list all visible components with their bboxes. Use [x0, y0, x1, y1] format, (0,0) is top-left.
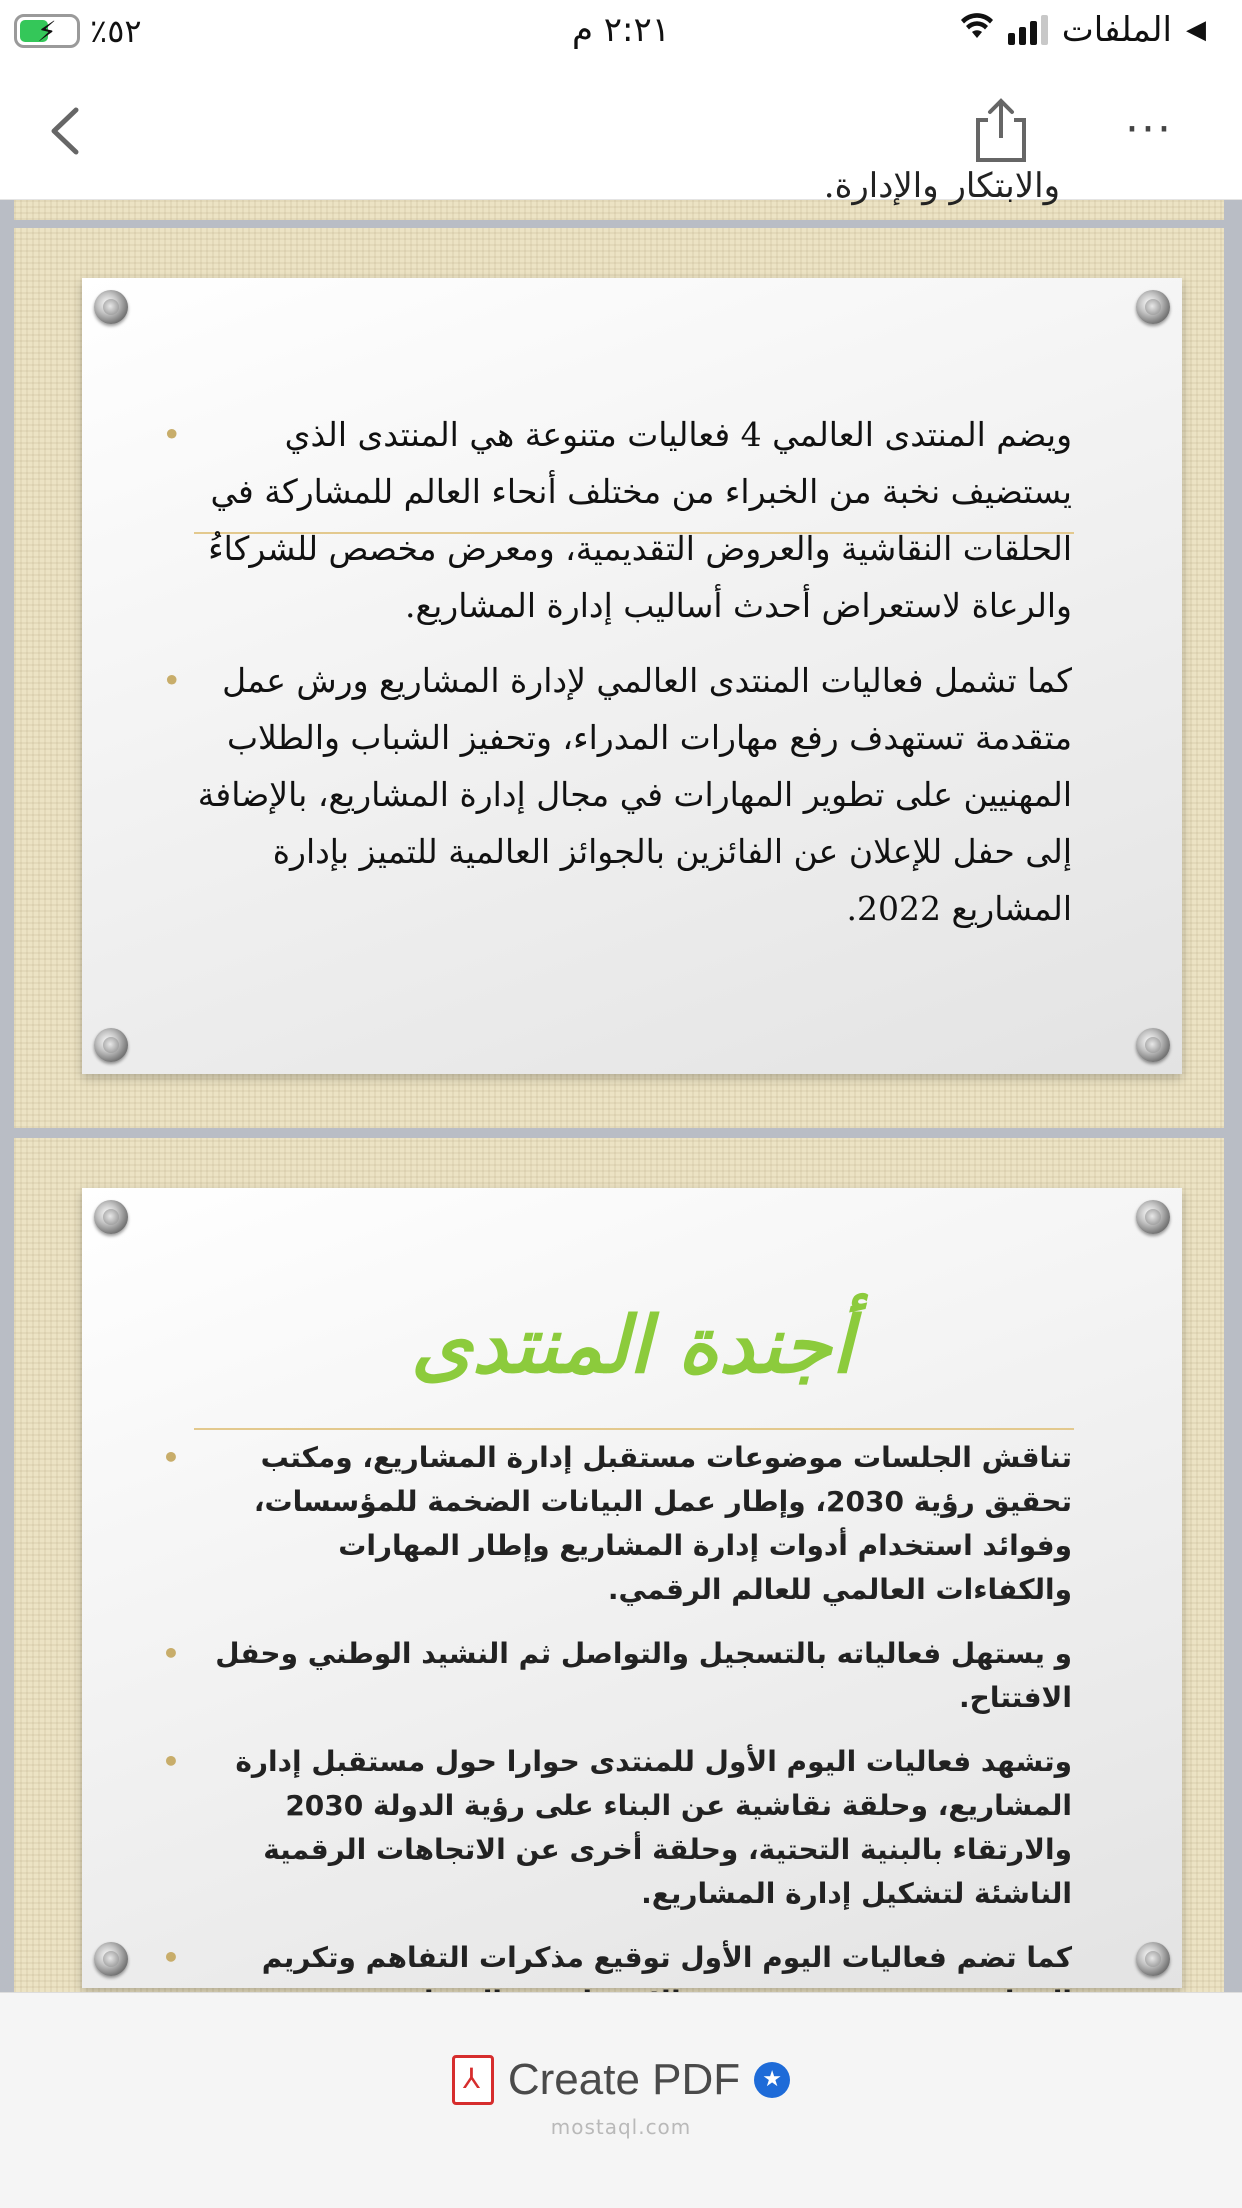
more-dots-icon[interactable]: ···	[1125, 104, 1173, 155]
watermark: mostaql.com	[550, 2115, 692, 2139]
charging-bolt-icon: ⚡	[37, 15, 57, 48]
create-pdf-button[interactable]	[0, 2055, 1242, 2105]
pin-icon	[1136, 1200, 1170, 1234]
wifi-icon	[960, 13, 994, 48]
bullet-list	[162, 406, 1072, 955]
battery-percent: ٪٥٢	[90, 12, 142, 50]
divider	[194, 1428, 1074, 1430]
pin-icon	[94, 1942, 128, 1976]
pin-icon	[94, 290, 128, 324]
pin-icon	[1136, 290, 1170, 324]
list-item: • و يستهل فعالياته بالتسجيل والتواصل ثم النشيد الوطني وحفل الافتتاح.	[192, 1632, 1072, 1720]
document-viewer[interactable]	[0, 166, 1242, 1992]
pin-icon	[1136, 1942, 1170, 1976]
pin-icon	[1136, 1028, 1170, 1062]
bullet-icon: •	[162, 1745, 180, 1778]
previous-slide-edge	[14, 166, 1224, 220]
bullet-icon: •	[162, 1941, 180, 1974]
slide-card	[82, 278, 1182, 1074]
signal-strength-icon	[1008, 15, 1048, 45]
status-time: ٢:٢١ م	[571, 10, 671, 50]
slide-title: أجندة المنتدى	[411, 1300, 853, 1391]
create-pdf-label: Create PDF	[507, 2055, 741, 2104]
bullet-icon: •	[162, 415, 182, 454]
chevron-left-icon[interactable]	[40, 96, 100, 166]
bullet-icon: •	[162, 1441, 180, 1474]
bottom-toolbar	[0, 1992, 1242, 2208]
slide-forum-events	[14, 228, 1224, 1128]
pdf-icon	[452, 2055, 494, 2105]
bullet-icon: •	[162, 1637, 180, 1670]
bullet-list	[162, 1436, 1072, 2088]
list-item: • كما تشمل فعاليات المنتدى العالمي لإدارة المشاريع ورش عمل متقدمة تستهدف رفع مهارات المدراء، وتحفيز الشباب والطلاب المهنيين على تطوير المهارات في مجال إدارة المشاريع، بالإضافة إلى حفل للإعلان عن الفائزين بالجوائز العالمية للتميز بإدارة المشاريع 2022.	[192, 652, 1072, 937]
slide-card	[82, 1188, 1182, 1988]
back-to-app-icon[interactable]: ◀	[1186, 15, 1206, 45]
star-badge-icon: ★	[754, 2062, 790, 2098]
status-bar	[0, 0, 1242, 60]
back-to-app-label[interactable]: الملفات	[1061, 10, 1172, 50]
list-item: • تناقش الجلسات موضوعات مستقبل إدارة المشاريع، ومكتب تحقيق رؤية 2030، وإطار عمل البيانات الضخمة للمؤسسات، وفوائد استخدام أدوات إدارة المشاريع وإطار المهارات والكفاءات العالمي للعالم الرقمي.	[192, 1436, 1072, 1612]
slide-forum-agenda	[14, 1138, 1224, 2018]
list-item: • وتشهد فعاليات اليوم الأول للمنتدى حوارا حول مستقبل إدارة المشاريع، وحلقة نقاشية عن البناء على رؤية الدولة 2030 والارتقاء بالبنية التحتية، وحلقة أخرى عن الاتجاهات الرقمية الناشئة لتشكيل إدارة المشاريع.	[192, 1740, 1072, 1916]
status-right-group	[960, 10, 1206, 50]
list-item: • ويضم المنتدى العالمي 4 فعاليات متنوعة هي المنتدى الذي يستضيف نخبة من الخبراء من مختلف أنحاء العالم للمشاركة في الحلقات النقاشية والعروض التقديمية، ومعرض مخصص للشركاءُ والرعاة لاستعراض أحدث أساليب إدارة المشاريع.	[192, 406, 1072, 634]
pin-icon	[94, 1028, 128, 1062]
share-icon[interactable]	[970, 96, 1032, 166]
previous-slide-text: والابتكار والإدارة.	[823, 166, 1060, 206]
bullet-icon: •	[162, 661, 182, 700]
pin-icon	[94, 1200, 128, 1234]
list-item: • كما تضم فعاليات اليوم الأول توقيع مذكرات التفاهم وتكريم	[192, 1936, 1072, 2068]
